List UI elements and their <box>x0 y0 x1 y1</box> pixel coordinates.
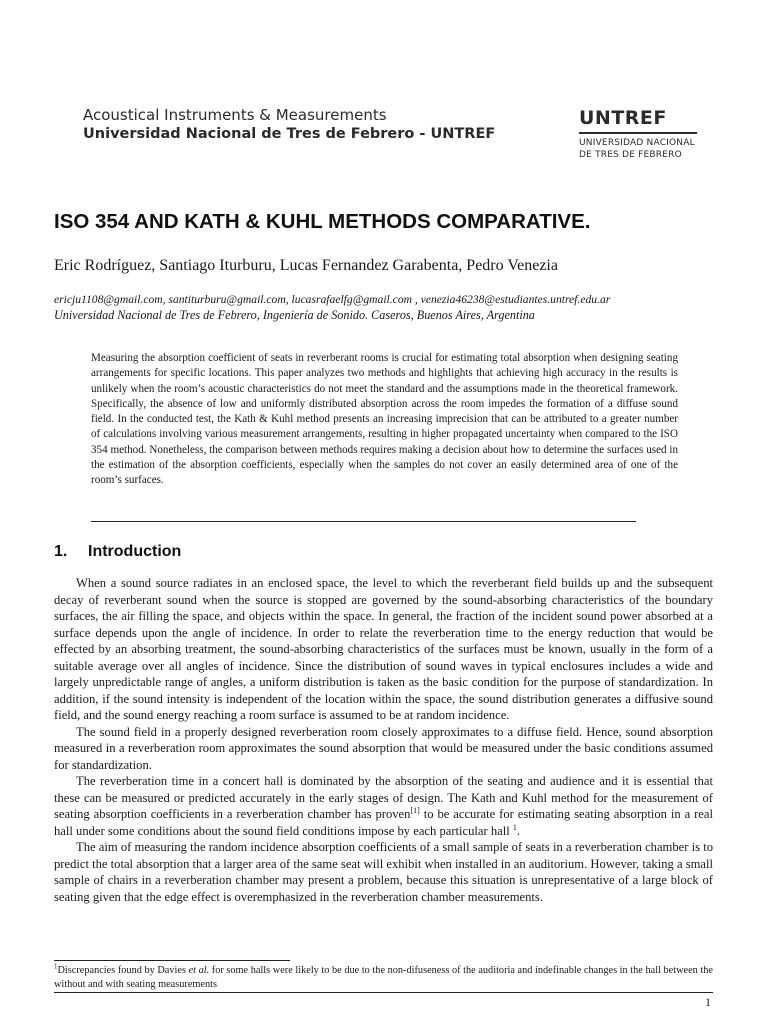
author-emails: ericju1108@gmail.com, santiturburu@gmail.com, lucasrafaelfg@gmail.com , venezia46238@estudiantes.untref.edu.ar <box>54 293 611 306</box>
footnote-divider <box>54 960 290 961</box>
footnote: $^1$Discrepancies found by Davies et al. for some halls were likely to be due to the non-difuseness of the auditoria and indefinable changes in the hall between the without and with seating measurements <box>54 962 713 990</box>
paper-title: ISO 354 AND KATH & KUHL METHODS COMPARATIVE. <box>54 210 591 233</box>
paragraph: The reverberation time in a concert hall is dominated by the absorption of the seating and audience and it is essential that these can be measured or predicted accurately in the early stages of design. The Kath and Kuhl method for the measurement of seating absorption coefficients in a reverberation chamber has proven[1] to be accurate for estimating seating absorption in a real hall under some conditions about the sound field conditions impose by each particular hall $^1$. <box>54 774 713 838</box>
paragraph: The aim of measuring the random incidence absorption coefficients of a small sample of seats in a reverberation chamber is to predict the total absorption that a larger area of the same seat will exhibit when installed in an auditorium. However, taking a small sample of chairs in a reverberation chamber may present a problem, because this situation is unrepresentative of a large block of seating given that the edge effect is overemphasized in the reverberation chamber measurements. <box>54 840 713 904</box>
paragraph: The sound field in a properly designed reverberation room closely approximates to a diffuse field. Hence, sound absorption measured in a reverberation room approximates the sound absorption that would be measured under the basic conditions assumed for standardization. <box>54 724 713 772</box>
paragraph: When a sound source radiates in an enclosed space, the level to which the reverberant field builds up and the subsequent decay of reverberant sound when the source is stopped are governed by the sound-absorbing characteristics of the boundary surfaces, the air filling the space, and objects within the space. In general, the fraction of the incident sound power absorbed at a surface depends upon the angle of incidence. In order to relate the reverberation time to the energy reduction that would be effected by an absorbing treatment, the sound-absorbing characteristics of the surfaces must be known, usually in the form of a suitable average over all angles of incidence. Since the distribution of sound waves in typical enclosures includes a wide and largely unpredictable range of angles, a uniform distribution is taken as the basic condition for the purpose of standardization. In addition, if the sound intensity is independent of the location within the space, the sound distribution generates a diffusive sound field, and the sound energy reaching a room surface is assumed to be at random incidence. <box>54 576 713 722</box>
section-body <box>54 575 713 905</box>
untref-logo <box>579 107 719 161</box>
section-heading <box>54 543 181 561</box>
page-footer-divider <box>54 992 713 993</box>
logo-subtitle-2: DE TRES DE FEBRERO <box>579 150 682 160</box>
logo-divider <box>579 132 697 134</box>
author-affiliation: Universidad Nacional de Tres de Febrero, Ingeniería de Sonido. Caseros, Buenos Aires, Argentina <box>54 308 535 322</box>
section-title: Introduction <box>88 543 182 560</box>
journal-header <box>83 106 495 144</box>
section-number: 1. <box>54 543 68 560</box>
logo-subtitle-1: UNIVERSIDAD NACIONAL <box>579 138 695 148</box>
paper-authors: Eric Rodríguez, Santiago Iturburu, Lucas Fernandez Garabenta, Pedro Venezia <box>54 257 558 274</box>
citation-link[interactable]: [1] <box>410 805 420 815</box>
institution-name: Universidad Nacional de Tres de Febrero - UNTREF <box>83 126 496 142</box>
abstract: Measuring the absorption coefficient of seats in reverberant rooms is crucial for estimating total absorption when designing seating arrangements for specific locations. This paper analyzes two methods and highlights that achieving high accuracy in the results is unlikely when the room’s acoustic characteristics do not meet the standard and the assumptions made in the theoretical framework. Specifically, the absence of low and uniformly distributed absorption across the room impedes the formation of a diffuse sound field. In the conducted test, the Kath & Kuhl method presents an increasing imprecision that can be attributed to a greater number of calculations involving various measurement arrangements, resulting in higher propagated uncertainty when compared to the ISO 354 method. Nonetheless, the comparison between methods requires making a decision about how to determine the surfaces used in the estimation of the absorption coefficients, especially when the samples do not cover an easily determined area of one of the room’s surfaces. <box>91 352 678 487</box>
page-number: 1 <box>705 995 711 1009</box>
abstract-divider <box>91 521 636 522</box>
journal-name: Acoustical Instruments & Measurements <box>83 106 387 124</box>
footnote-marker[interactable]: 1 <box>512 822 517 832</box>
footnote-number: 1 <box>54 962 58 971</box>
logo-wordmark: UNTREF <box>579 107 667 129</box>
